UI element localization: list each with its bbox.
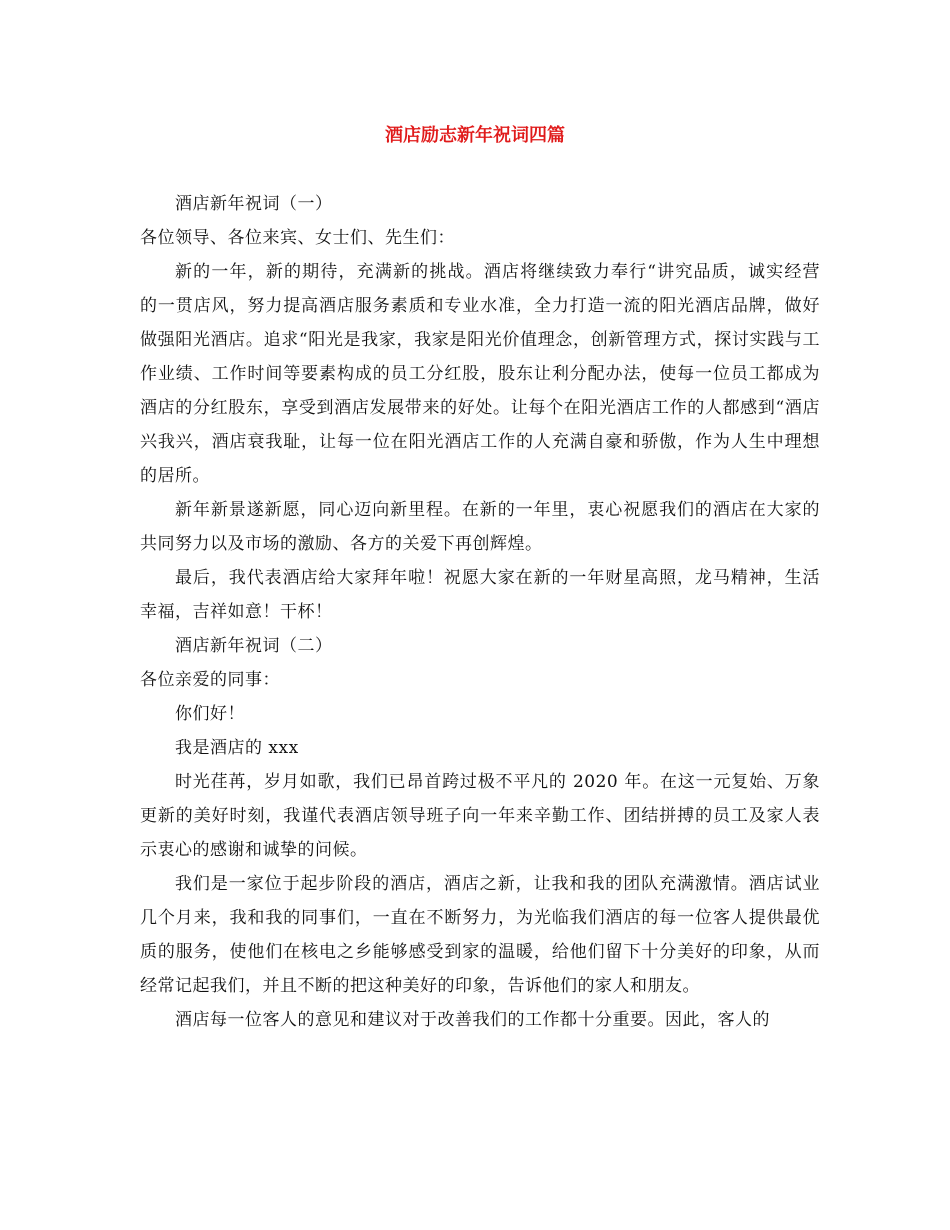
section-heading: 酒店新年祝词（一） — [175, 194, 333, 214]
paragraph: 时光荏苒，岁月如歌，我们已昂首跨过极不平凡的 2020 年。在这一元复始、万象更新的美好时刻，我谨代表酒店领导班子向一年来辛勤工作、团结拼搏的员工及家人表示衷心的感谢和诚挚的问候。 — [140, 772, 820, 860]
paragraph: 我们是一家位于起步阶段的酒店，酒店之新，让我和我的团队充满激情。酒店试业几个月来，我和我的同事们，一直在不断努力，为光临我们酒店的每一位客人提供最优质的服务，使他们在核电之乡能够感受到家的温暖，给他们留下十分美好的印象，从而经常记起我们，并且不断的把这种美好的印象，告诉他们的家人和朋友。 — [140, 874, 820, 996]
salutation: 各位亲爱的同事： — [140, 670, 280, 690]
paragraph: 我是酒店的 xxx — [175, 738, 299, 758]
paragraph: 你们好！ — [175, 704, 245, 724]
paragraph: 新的一年，新的期待，充满新的挑战。酒店将继续致力奉行“讲究品质，诚实经营 的一贯店风，努力提高酒店服务素质和专业水准，全力打造一流的阳光酒店品牌，做好做强阳光酒店。追求“阳光是我家，我家是阳光价值理念，创新管理方式，探讨实践与工作业绩、工作时间等要素构成的员工分红股，股东让利分配办法，使每一位员工都成为酒店的分红股东，享受到酒店发展带来的好处。让每个在阳光酒店工作的人都感到“酒店兴我兴，酒店衰我耻，让每一位在阳光酒店工作的人充满自豪和骄傲，作为人生中理想的居所。 — [140, 262, 820, 486]
salutation: 各位领导、各位来宾、女士们、先生们： — [140, 228, 455, 248]
paragraph: 酒店每一位客人的意见和建议对于改善我们的工作都十分重要。因此，客人的 — [175, 1010, 770, 1030]
section-heading: 酒店新年祝词（二） — [175, 636, 333, 656]
document-body — [140, 187, 820, 1037]
paragraph: 最后，我代表酒店给大家拜年啦！祝愿大家在新的一年财星高照，龙马精神，生活幸福，吉祥如意！干杯！ — [140, 568, 820, 622]
document-title: 酒店励志新年祝词四篇 — [385, 125, 565, 146]
paragraph: 新年新景遂新愿，同心迈向新里程。在新的一年里，衷心祝愿我们的酒店在大家的共同努力以及市场的激励、各方的关爱下再创辉煌。 — [140, 500, 820, 554]
